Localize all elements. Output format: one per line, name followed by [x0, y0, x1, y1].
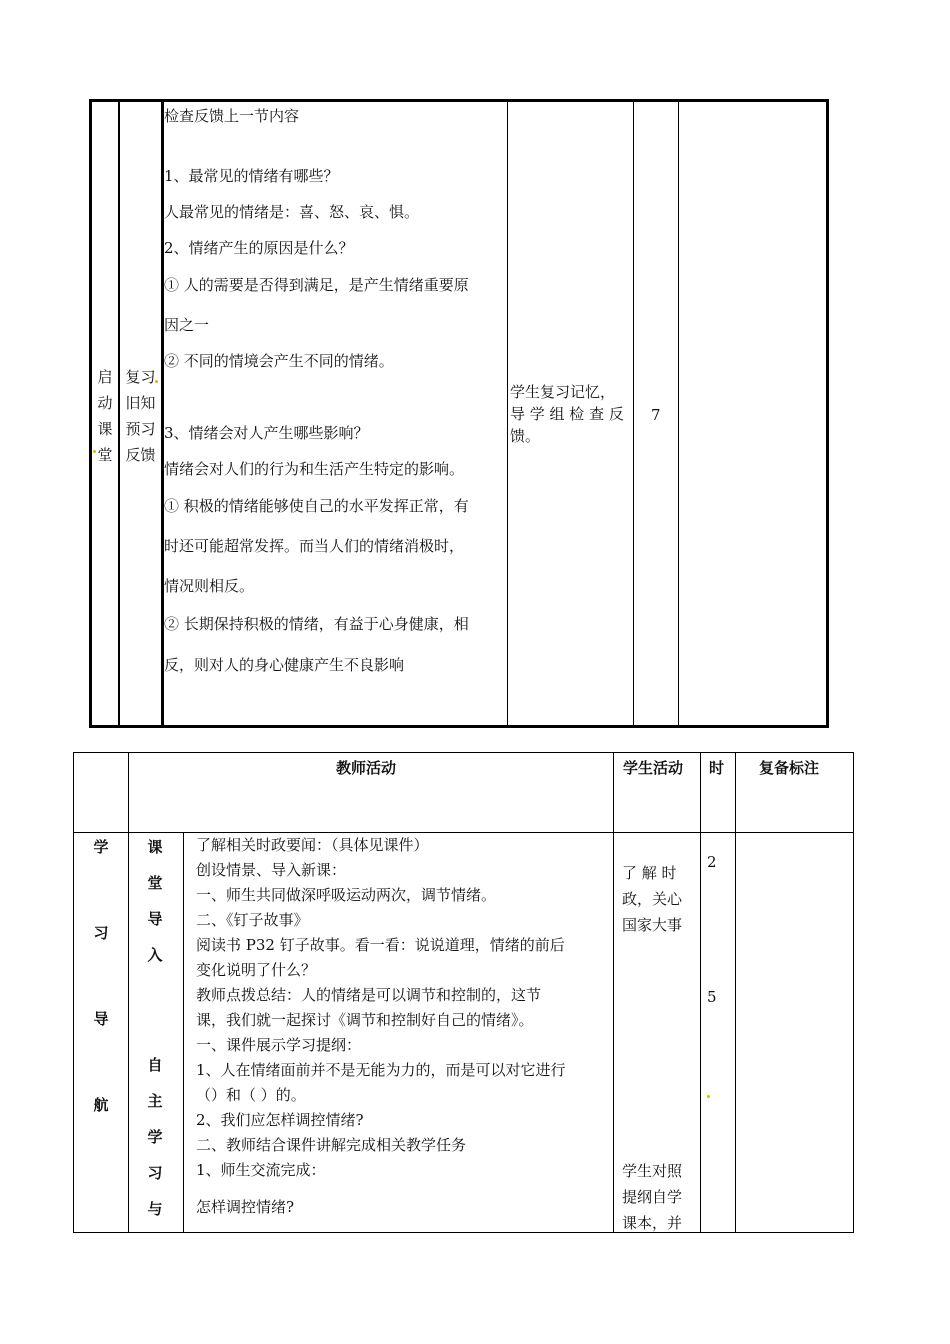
teacher-line: 教师点拨总结：人的情绪是可以调节和控制的，这节	[196, 986, 542, 1004]
content-line: 2、情绪产生的原因是什么？	[164, 239, 354, 257]
step-char: 与	[147, 1200, 163, 1218]
time-value: 7	[651, 406, 661, 424]
teacher-line: 一、师生共同做深呼吸运动两次，调节情绪。	[196, 886, 497, 904]
teacher-line: 课，我们就一起探讨《调节和控制好自己的情绪》。	[196, 1011, 534, 1029]
teacher-line: 变化说明了什么？	[196, 961, 317, 979]
stage-char: 习	[93, 924, 109, 942]
content-line: ② 不同的情境会产生不同的情绪。	[164, 352, 394, 370]
stage-char: 学	[93, 838, 109, 856]
content-line: 反，则对人的身心健康产生不良影响	[164, 656, 405, 674]
time-b: 5	[707, 988, 717, 1006]
content-line: 因之一	[164, 316, 210, 334]
student-activity-a: 了 解 时 政，关心 国家大事	[622, 864, 683, 934]
step-char: 自	[147, 1056, 163, 1074]
scan-mark	[155, 380, 158, 383]
step-char: 课	[147, 838, 163, 856]
time-a: 2	[707, 853, 717, 871]
step-char: 入	[147, 946, 163, 964]
content-line: 检查反馈上一节内容	[164, 107, 300, 125]
teacher-line: （）和（ ）的。	[196, 1086, 306, 1104]
student-activity-b: 学生对照 提纲自学 课本，并	[622, 1162, 683, 1232]
stage-label: 启 动 课 堂	[97, 368, 113, 464]
teacher-line: 1、人在情绪面前并不是无能为力的，而是可以对它进行	[196, 1061, 566, 1079]
step-char: 学	[147, 1128, 163, 1146]
step-char: 主	[147, 1092, 163, 1110]
step-label: 复习 旧知 预习 反馈	[125, 368, 156, 464]
teacher-line: 1、师生交流完成：	[196, 1161, 326, 1179]
content-line: 情况则相反。	[164, 577, 255, 595]
student-activity: 学生复习记忆， 导 学 组 检 查 反 馈。	[510, 383, 624, 445]
content-line: ① 人的需要是否得到满足，是产生情绪重要原	[164, 276, 469, 294]
content-line: 时还可能超常发挥。而当人们的情绪消极时，	[164, 537, 465, 555]
content-line: ② 长期保持积极的情绪，有益于心身健康，相	[164, 615, 469, 633]
content-line: 1、最常见的情绪有哪些？	[164, 167, 339, 185]
header-teacher: 教师活动	[336, 759, 397, 777]
scan-mark	[707, 1095, 710, 1098]
content-line: 人最常见的情绪是：喜、怒、哀、惧。	[164, 203, 420, 221]
step-char: 堂	[147, 874, 163, 892]
header-notes: 复备标注	[759, 759, 820, 777]
step-char: 导	[147, 910, 163, 928]
teacher-line: 二、教师结合课件讲解完成相关教学任务	[196, 1136, 467, 1154]
step-char: 习	[147, 1164, 163, 1182]
content-line: ① 积极的情绪能够使自己的水平发挥正常，有	[164, 497, 469, 515]
content-line: 情绪会对人们的行为和生活产生特定的影响。	[164, 460, 465, 478]
scan-mark	[93, 450, 96, 453]
header-time: 时	[709, 759, 725, 777]
teacher-line: 了解相关时政要闻：（具体见课件）	[196, 836, 429, 854]
teacher-line: 怎样调控情绪?	[196, 1198, 295, 1216]
teacher-line: 二、《钉子故事》	[196, 911, 309, 929]
header-student: 学生活动	[623, 759, 684, 777]
teacher-line: 阅读书 P32 钉子故事。看一看：说说道理，情绪的前后	[196, 936, 565, 954]
teacher-line: 2、我们应怎样调控情绪?	[196, 1111, 364, 1129]
stage-char: 航	[93, 1096, 109, 1114]
stage-char: 导	[93, 1010, 109, 1028]
content-line: 3、情绪会对人产生哪些影响？	[164, 424, 369, 442]
teacher-line: 创设情景、导入新课：	[196, 861, 347, 879]
teacher-line: 一、课件展示学习提纲：	[196, 1036, 362, 1054]
